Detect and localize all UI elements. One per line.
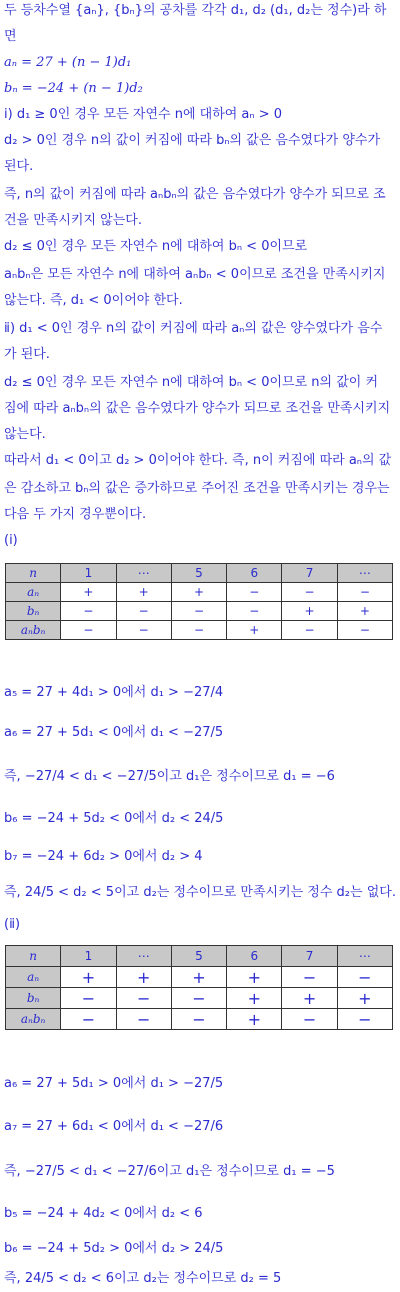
text-line: 건을 만족시키지 않는다. [4, 213, 142, 228]
table-header-cell: ⋯ [337, 564, 392, 583]
text-line: d₂ ≤ 0인 경우 모든 자연수 n에 대하여 bₙ < 0이므로 [4, 239, 308, 254]
formula-line: 즉, −27/4 < d₁ < −27/5이고 d₁은 정수이므로 d₁ = −6 [4, 769, 335, 784]
table-cell: + [282, 988, 337, 1009]
table-row [6, 967, 393, 988]
table-cell: + [227, 1009, 282, 1030]
formula-line: bₙ = −24 + (n − 1)d₂ [4, 81, 143, 96]
table-row-header: aₙbₙ [6, 621, 61, 640]
table-cell: − [282, 1009, 337, 1030]
table-cell: − [337, 967, 392, 988]
table-row-header: aₙbₙ [6, 1009, 61, 1030]
table-cell: − [282, 583, 337, 602]
text-line: 된다. [4, 159, 34, 174]
table-header-cell: ⋯ [116, 946, 171, 967]
sign-table-case1 [5, 563, 393, 640]
table-cell: − [171, 988, 226, 1009]
table-cell: + [116, 967, 171, 988]
text-line: 두 등차수열 {aₙ}, {bₙ}의 공차를 각각 d₁, d₂ (d₁, d₂는 정수)라 하 [4, 3, 387, 18]
text-line: 면 [4, 29, 17, 44]
table-cell: − [116, 602, 171, 621]
table-row-header: aₙ [6, 583, 61, 602]
table-cell: − [116, 621, 171, 640]
table-cell: − [116, 988, 171, 1009]
formula-line: a₆ = 27 + 5d₁ > 0에서 d₁ > −27/5 [4, 1076, 224, 1091]
formula-line: b₅ = −24 + 4d₂ < 0에서 d₂ < 6 [4, 1206, 203, 1221]
table-cell: + [227, 621, 282, 640]
formula-line: b₆ = −24 + 5d₂ > 0에서 d₂ > 24/5 [4, 1241, 224, 1256]
table-cell: − [171, 602, 226, 621]
table-cell: + [171, 583, 226, 602]
table-header-cell: 7 [282, 564, 337, 583]
case-label: (ⅰ) [4, 533, 18, 548]
formula-line: b₆ = −24 + 5d₂ < 0에서 d₂ < 24/5 [4, 811, 224, 826]
text-line: ⅰ) d₁ ≥ 0인 경우 모든 자연수 n에 대하여 aₙ > 0 [4, 107, 283, 122]
table-cell: − [337, 621, 392, 640]
table-header-cell: 6 [227, 564, 282, 583]
table-cell: + [116, 583, 171, 602]
table-cell: − [116, 1009, 171, 1030]
table-cell: + [171, 967, 226, 988]
table-cell: − [61, 621, 116, 640]
formula-line: a₆ = 27 + 5d₁ < 0에서 d₁ < −27/5 [4, 725, 224, 740]
table-row-header: bₙ [6, 602, 61, 621]
table-cell: − [171, 1009, 226, 1030]
text-line: 않는다. [4, 427, 46, 442]
table-cell: − [227, 583, 282, 602]
text-line: aₙbₙ은 모든 자연수 n에 대하여 aₙbₙ < 0이므로 조건을 만족시키지 [4, 267, 386, 282]
table-header-cell: n [6, 564, 61, 583]
conclusion-line: 즉, 24/5 < d₂ < 5이고 d₂는 정수이므로 만족시키는 정수 d₂는 없다. [4, 885, 396, 900]
table-row [6, 621, 393, 640]
table-header-cell: 5 [171, 564, 226, 583]
table-row [6, 1009, 393, 1030]
table-cell: − [337, 583, 392, 602]
table-cell: − [337, 1009, 392, 1030]
table-cell: − [61, 602, 116, 621]
table-header-row [6, 946, 393, 967]
formula-line: aₙ = 27 + (n − 1)d₁ [4, 55, 132, 70]
table-header-cell: 6 [227, 946, 282, 967]
formula-line: a₅ = 27 + 4d₁ > 0에서 d₁ > −27/4 [4, 685, 224, 700]
table-row [6, 602, 393, 621]
sign-table-case2 [5, 945, 393, 1030]
conclusion-line: 즉, 24/5 < d₂ < 6이고 d₂는 정수이므로 d₂ = 5 [4, 1271, 282, 1286]
formula-line: 즉, −27/5 < d₁ < −27/6이고 d₁은 정수이므로 d₁ = −5 [4, 1164, 335, 1179]
text-line: 따라서 d₁ < 0이고 d₂ > 0이어야 한다. 즉, n이 커짐에 따라 aₙ의 값 [4, 453, 392, 468]
table-cell: + [337, 988, 392, 1009]
table-header-cell: ⋯ [116, 564, 171, 583]
table-cell: + [337, 602, 392, 621]
table-header-cell: 5 [171, 946, 226, 967]
text-line: 다음 두 가지 경우뿐이다. [4, 507, 147, 522]
table-row-header: bₙ [6, 988, 61, 1009]
table-header-cell: ⋯ [337, 946, 392, 967]
table-header-row [6, 564, 393, 583]
table-header-cell: 1 [61, 946, 116, 967]
table-cell: − [282, 967, 337, 988]
table-header-cell: n [6, 946, 61, 967]
table-cell: − [61, 988, 116, 1009]
text-line: 않는다. 즉, d₁ < 0이어야 한다. [4, 293, 183, 308]
case-label: (ⅱ) [4, 917, 21, 932]
table-row-header: aₙ [6, 967, 61, 988]
text-line: 즉, n의 값이 커짐에 따라 aₙbₙ의 값은 음수였다가 양수가 되므로 조 [4, 187, 386, 202]
table-cell: + [61, 583, 116, 602]
text-line: 가 된다. [4, 347, 50, 362]
text-line: d₂ > 0인 경우 n의 값이 커짐에 따라 bₙ의 값은 음수였다가 양수가 [4, 133, 381, 148]
table-cell: − [282, 621, 337, 640]
table-row [6, 583, 393, 602]
text-line: 짐에 따라 aₙbₙ의 값은 음수였다가 양수가 되므로 조건을 만족시키지 [4, 401, 391, 416]
text-line: 은 감소하고 bₙ의 값은 증가하므로 주어진 조건을 만족시키는 경우는 [4, 481, 390, 496]
table-row [6, 988, 393, 1009]
table-cell: + [227, 967, 282, 988]
text-line: ⅱ) d₁ < 0인 경우 n의 값이 커짐에 따라 aₙ의 값은 양수였다가 음수 [4, 321, 383, 336]
table-header-cell: 1 [61, 564, 116, 583]
text-line: d₂ ≤ 0인 경우 모든 자연수 n에 대하여 bₙ < 0이므로 n의 값이 커 [4, 375, 379, 390]
formula-line: a₇ = 27 + 6d₁ < 0에서 d₁ < −27/6 [4, 1119, 224, 1134]
table-cell: − [61, 1009, 116, 1030]
table-header-cell: 7 [282, 946, 337, 967]
table-cell: + [61, 967, 116, 988]
formula-line: b₇ = −24 + 6d₂ > 0에서 d₂ > 4 [4, 849, 203, 864]
table-cell: − [171, 621, 226, 640]
table-cell: + [227, 988, 282, 1009]
table-cell: + [282, 602, 337, 621]
table-cell: − [227, 602, 282, 621]
